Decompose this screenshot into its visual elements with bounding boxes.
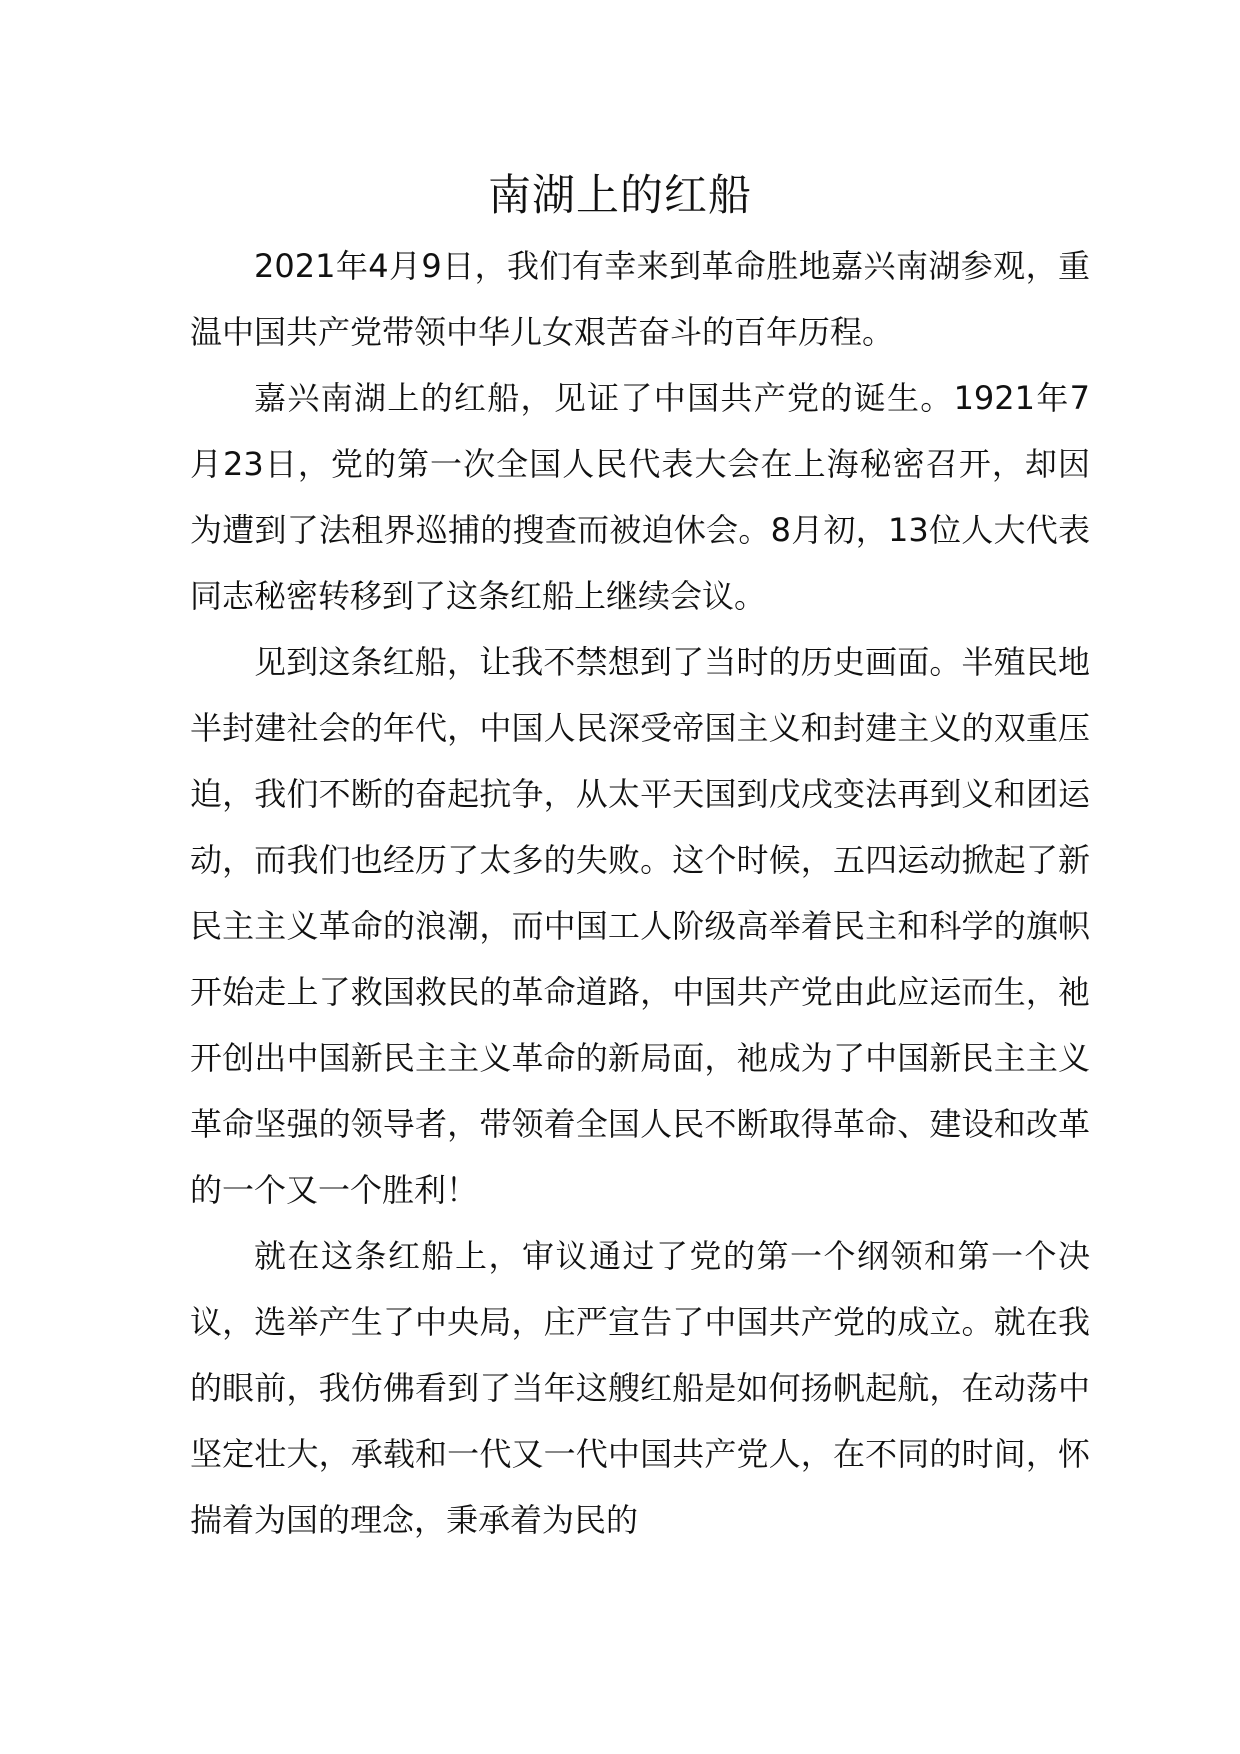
paragraph-founding: 就在这条红船上，审议通过了党的第一个纲领和第一个决议，选举产生了中央局，庄严宣告了中国共产党的成立。就在我的眼前，我仿佛看到了当年这艘红船是如何扬帆起航，在动荡中坚定壮大，承载和一代又一代中国共产党人，在不同的时间，怀揣着为国的理念，秉承着为民的 <box>190 1237 1090 1539</box>
paragraph-history: 见到这条红船，让我不禁想到了当时的历史画面。半殖民地半封建社会的年代，中国人民深受帝国主义和封建主义的双重压迫，我们不断的奋起抗争，从太平天国到戊戌变法再到义和团运动，而我们也经历了太多的失败。这个时候，五四运动掀起了新民主主义革命的浪潮，而中国工人阶级高举着民主和科学的旗帜开始走上了救国救民的革命道路，中国共产党由此应运而生，祂开创出中国新民主主义革命的新局面，祂成为了中国新民主主义革命坚强的领导者，带领着全国人民不断取得革命、建设和改革的一个又一个胜利！ <box>190 643 1090 1209</box>
paragraph-visit: 2021年4月9日，我们有幸来到革命胜地嘉兴南湖参观，重温中国共产党带领中华儿女艰苦奋斗的百年历程。 <box>190 247 1090 351</box>
document-body <box>190 233 1090 1553</box>
paragraph-birth-of-party: 嘉兴南湖上的红船，见证了中国共产党的诞生。1921年7月23日，党的第一次全国人民代表大会在上海秘密召开，却因为遭到了法租界巡捕的搜查而被迫休会。8月初，13位人大代表同志秘密转移到了这条红船上继续会议。 <box>190 379 1090 615</box>
document-title: 南湖上的红船 <box>488 171 752 221</box>
